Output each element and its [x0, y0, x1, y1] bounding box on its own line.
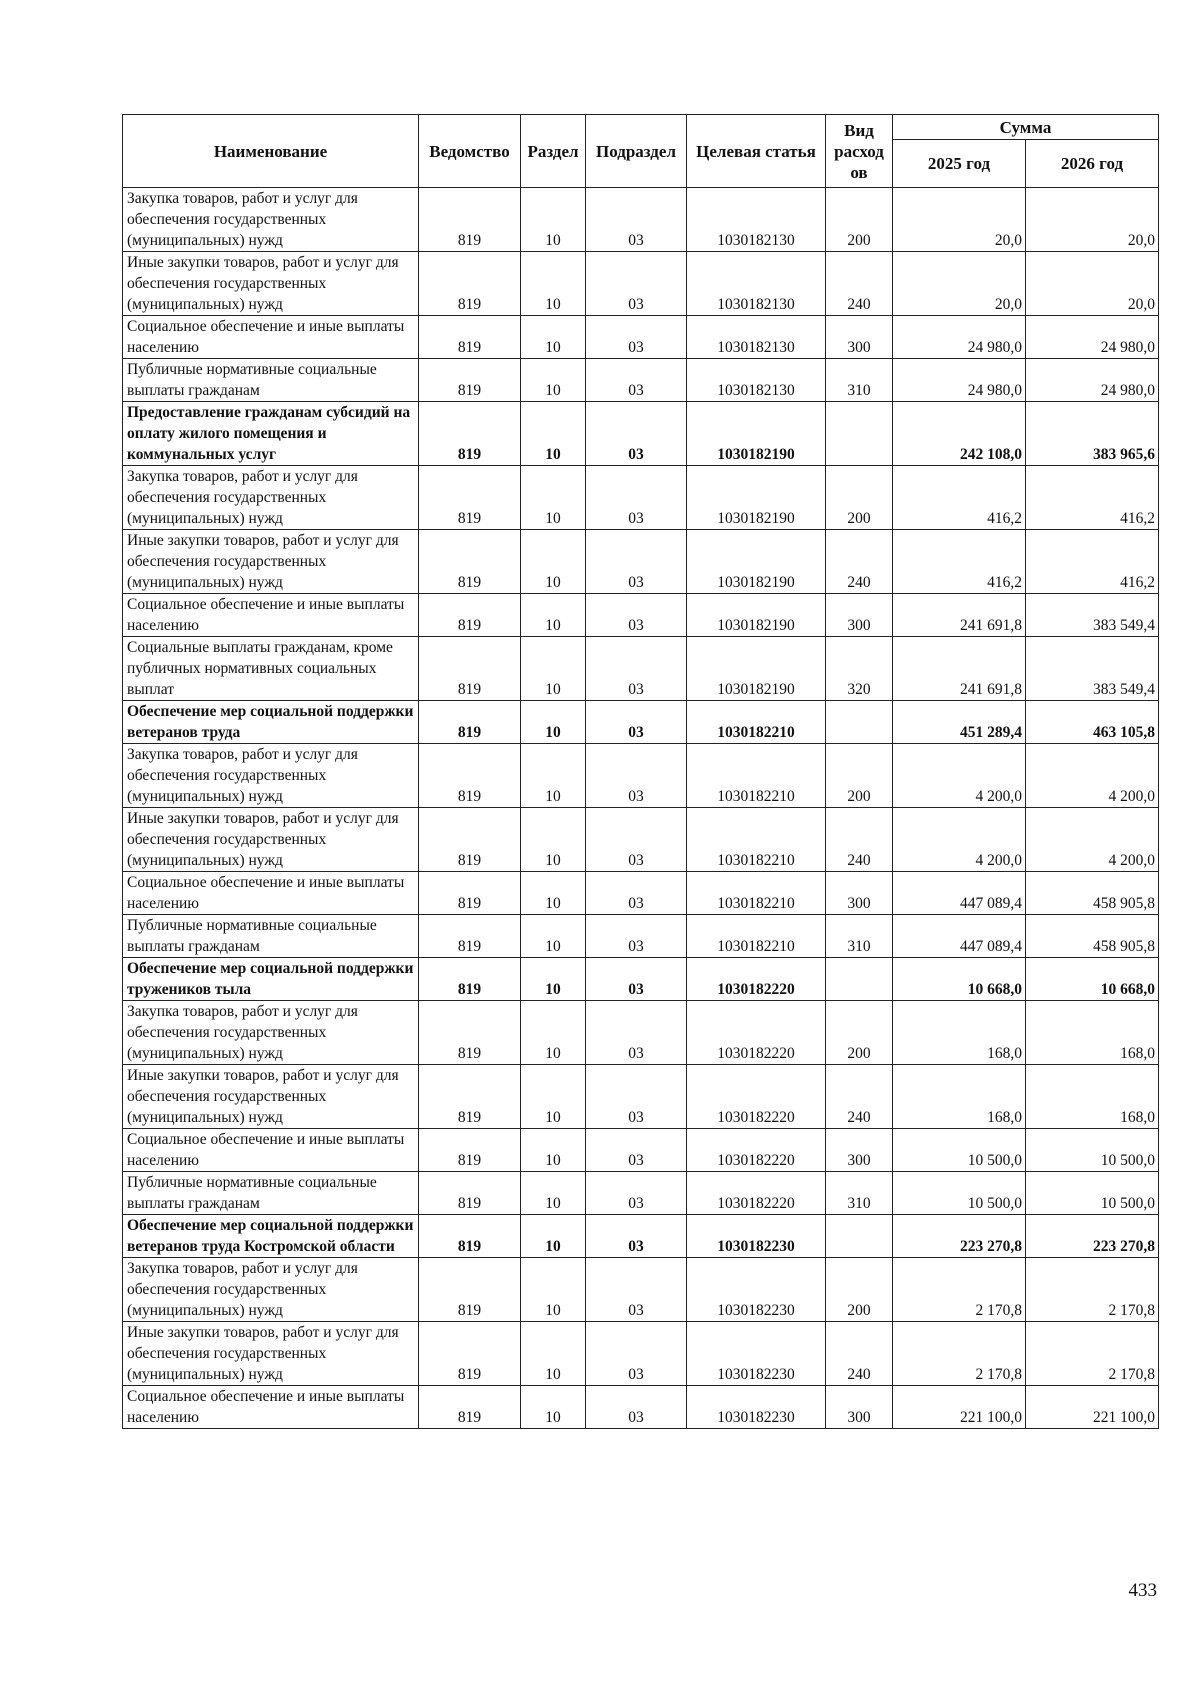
- row-dept: 819: [419, 744, 521, 808]
- row-expense-type: 240: [826, 808, 893, 872]
- row-name: Обеспечение мер социальной поддержки тружеников тыла: [123, 958, 419, 1001]
- row-name: Социальные выплаты гражданам, кроме публичных нормативных социальных выплат: [123, 637, 419, 701]
- row-section: 10: [521, 1172, 586, 1215]
- table-row: [123, 1386, 1159, 1429]
- table-body: [123, 188, 1159, 1429]
- row-target: 1030182210: [687, 915, 826, 958]
- row-name: Социальное обеспечение и иные выплаты населению: [123, 594, 419, 637]
- row-subsection: 03: [586, 402, 687, 466]
- row-sum-2025: 221 100,0: [893, 1386, 1026, 1429]
- row-name: Публичные нормативные социальные выплаты гражданам: [123, 915, 419, 958]
- budget-table: [122, 114, 1159, 1429]
- row-subsection: 03: [586, 316, 687, 359]
- row-name: Обеспечение мер социальной поддержки ветеранов труда Костромской области: [123, 1215, 419, 1258]
- header-year-2026: 2026 год: [1026, 140, 1159, 188]
- row-subsection: 03: [586, 1215, 687, 1258]
- table-row: [123, 1129, 1159, 1172]
- row-target: 1030182130: [687, 359, 826, 402]
- row-sum-2026: 223 270,8: [1026, 1215, 1159, 1258]
- row-sum-2025: 4 200,0: [893, 808, 1026, 872]
- row-section: 10: [521, 1258, 586, 1322]
- row-expense-type: 300: [826, 872, 893, 915]
- row-subsection: 03: [586, 915, 687, 958]
- row-dept: 819: [419, 1322, 521, 1386]
- row-expense-type: 240: [826, 1065, 893, 1129]
- row-expense-type: 200: [826, 188, 893, 252]
- row-sum-2026: 10 668,0: [1026, 958, 1159, 1001]
- row-target: 1030182130: [687, 188, 826, 252]
- row-sum-2026: 24 980,0: [1026, 316, 1159, 359]
- row-sum-2026: 168,0: [1026, 1001, 1159, 1065]
- row-target: 1030182220: [687, 1129, 826, 1172]
- table-row: [123, 808, 1159, 872]
- row-sum-2025: 2 170,8: [893, 1322, 1026, 1386]
- row-subsection: 03: [586, 252, 687, 316]
- row-section: 10: [521, 594, 586, 637]
- header-section: Раздел: [521, 115, 586, 188]
- table-row: [123, 466, 1159, 530]
- row-expense-type: 320: [826, 637, 893, 701]
- row-subsection: 03: [586, 1065, 687, 1129]
- row-subsection: 03: [586, 808, 687, 872]
- header-name: Наименование: [123, 115, 419, 188]
- row-section: 10: [521, 402, 586, 466]
- row-expense-type: [826, 701, 893, 744]
- row-name: Иные закупки товаров, работ и услуг для обеспечения государственных (муниципальных) нужд: [123, 808, 419, 872]
- row-expense-type: 310: [826, 1172, 893, 1215]
- row-section: 10: [521, 1215, 586, 1258]
- row-sum-2025: 10 500,0: [893, 1129, 1026, 1172]
- header-dept: Ведомство: [419, 115, 521, 188]
- row-expense-type: 200: [826, 1001, 893, 1065]
- table-row: [123, 1001, 1159, 1065]
- row-section: 10: [521, 466, 586, 530]
- row-expense-type: [826, 958, 893, 1001]
- row-sum-2025: 168,0: [893, 1001, 1026, 1065]
- row-subsection: 03: [586, 637, 687, 701]
- row-target: 1030182230: [687, 1258, 826, 1322]
- table-row: [123, 958, 1159, 1001]
- row-name: Закупка товаров, работ и услуг для обеспечения государственных (муниципальных) нужд: [123, 1001, 419, 1065]
- table-row: [123, 744, 1159, 808]
- row-sum-2025: 416,2: [893, 466, 1026, 530]
- row-sum-2025: 24 980,0: [893, 359, 1026, 402]
- table-row: [123, 1065, 1159, 1129]
- row-name: Закупка товаров, работ и услуг для обеспечения государственных (муниципальных) нужд: [123, 466, 419, 530]
- row-dept: 819: [419, 1215, 521, 1258]
- row-dept: 819: [419, 1172, 521, 1215]
- row-name: Социальное обеспечение и иные выплаты населению: [123, 1386, 419, 1429]
- row-name: Социальное обеспечение и иные выплаты населению: [123, 316, 419, 359]
- row-name: Закупка товаров, работ и услуг для обеспечения государственных (муниципальных) нужд: [123, 1258, 419, 1322]
- row-target: 1030182210: [687, 872, 826, 915]
- row-subsection: 03: [586, 466, 687, 530]
- row-sum-2025: 447 089,4: [893, 915, 1026, 958]
- row-sum-2026: 416,2: [1026, 466, 1159, 530]
- row-section: 10: [521, 915, 586, 958]
- row-sum-2026: 383 549,4: [1026, 637, 1159, 701]
- row-subsection: 03: [586, 872, 687, 915]
- row-section: 10: [521, 316, 586, 359]
- page-number: 433: [1128, 1580, 1157, 1601]
- row-target: 1030182210: [687, 808, 826, 872]
- row-sum-2026: 458 905,8: [1026, 915, 1159, 958]
- row-name: Социальное обеспечение и иные выплаты населению: [123, 872, 419, 915]
- table-row: [123, 530, 1159, 594]
- row-expense-type: 200: [826, 466, 893, 530]
- row-sum-2025: 10 668,0: [893, 958, 1026, 1001]
- row-target: 1030182220: [687, 958, 826, 1001]
- row-sum-2025: 223 270,8: [893, 1215, 1026, 1258]
- row-subsection: 03: [586, 1386, 687, 1429]
- table-row: [123, 594, 1159, 637]
- row-subsection: 03: [586, 744, 687, 808]
- table-row: [123, 359, 1159, 402]
- row-section: 10: [521, 872, 586, 915]
- row-name: Социальное обеспечение и иные выплаты населению: [123, 1129, 419, 1172]
- row-section: 10: [521, 744, 586, 808]
- row-sum-2026: 4 200,0: [1026, 744, 1159, 808]
- header-expense-type: Вид расход ов: [826, 115, 893, 188]
- row-dept: 819: [419, 1001, 521, 1065]
- header-target: Целевая статья: [687, 115, 826, 188]
- row-dept: 819: [419, 808, 521, 872]
- row-sum-2026: 10 500,0: [1026, 1129, 1159, 1172]
- row-dept: 819: [419, 402, 521, 466]
- row-section: 10: [521, 530, 586, 594]
- row-name: Закупка товаров, работ и услуг для обеспечения государственных (муниципальных) нужд: [123, 744, 419, 808]
- row-name: Иные закупки товаров, работ и услуг для обеспечения государственных (муниципальных) нужд: [123, 1322, 419, 1386]
- row-name: Обеспечение мер социальной поддержки ветеранов труда: [123, 701, 419, 744]
- row-target: 1030182190: [687, 594, 826, 637]
- row-expense-type: 300: [826, 1386, 893, 1429]
- row-dept: 819: [419, 530, 521, 594]
- row-name: Предоставление гражданам субсидий на оплату жилого помещения и коммунальных услуг: [123, 402, 419, 466]
- row-section: 10: [521, 637, 586, 701]
- row-subsection: 03: [586, 359, 687, 402]
- row-section: 10: [521, 1129, 586, 1172]
- row-sum-2026: 458 905,8: [1026, 872, 1159, 915]
- row-dept: 819: [419, 1065, 521, 1129]
- row-target: 1030182210: [687, 701, 826, 744]
- row-subsection: 03: [586, 594, 687, 637]
- row-sum-2025: 242 108,0: [893, 402, 1026, 466]
- row-target: 1030182190: [687, 530, 826, 594]
- row-expense-type: 200: [826, 744, 893, 808]
- row-sum-2025: 241 691,8: [893, 594, 1026, 637]
- row-sum-2026: 4 200,0: [1026, 808, 1159, 872]
- header-year-2025: 2025 год: [893, 140, 1026, 188]
- row-expense-type: [826, 402, 893, 466]
- row-name: Закупка товаров, работ и услуг для обеспечения государственных (муниципальных) нужд: [123, 188, 419, 252]
- row-name: Иные закупки товаров, работ и услуг для обеспечения государственных (муниципальных) нужд: [123, 1065, 419, 1129]
- row-section: 10: [521, 701, 586, 744]
- row-section: 10: [521, 1386, 586, 1429]
- row-sum-2026: 383 965,6: [1026, 402, 1159, 466]
- row-expense-type: 200: [826, 1258, 893, 1322]
- row-sum-2026: 221 100,0: [1026, 1386, 1159, 1429]
- row-sum-2026: 20,0: [1026, 188, 1159, 252]
- header-sum: Сумма: [893, 115, 1159, 140]
- row-sum-2026: 2 170,8: [1026, 1258, 1159, 1322]
- row-dept: 819: [419, 594, 521, 637]
- row-sum-2025: 20,0: [893, 188, 1026, 252]
- row-sum-2025: 447 089,4: [893, 872, 1026, 915]
- row-expense-type: 240: [826, 530, 893, 594]
- row-target: 1030182190: [687, 637, 826, 701]
- table-row: [123, 316, 1159, 359]
- row-section: 10: [521, 188, 586, 252]
- row-section: 10: [521, 359, 586, 402]
- row-section: 10: [521, 1001, 586, 1065]
- row-sum-2026: 463 105,8: [1026, 701, 1159, 744]
- row-expense-type: 310: [826, 915, 893, 958]
- row-sum-2026: 2 170,8: [1026, 1322, 1159, 1386]
- table-row: [123, 872, 1159, 915]
- row-sum-2025: 20,0: [893, 252, 1026, 316]
- row-subsection: 03: [586, 958, 687, 1001]
- row-expense-type: 300: [826, 1129, 893, 1172]
- row-target: 1030182210: [687, 744, 826, 808]
- row-name: Публичные нормативные социальные выплаты гражданам: [123, 1172, 419, 1215]
- table-row: [123, 252, 1159, 316]
- table-row: [123, 915, 1159, 958]
- row-target: 1030182190: [687, 402, 826, 466]
- row-dept: 819: [419, 1258, 521, 1322]
- row-target: 1030182130: [687, 252, 826, 316]
- row-dept: 819: [419, 316, 521, 359]
- row-sum-2026: 10 500,0: [1026, 1172, 1159, 1215]
- row-dept: 819: [419, 872, 521, 915]
- row-dept: 819: [419, 359, 521, 402]
- row-subsection: 03: [586, 701, 687, 744]
- row-sum-2025: 24 980,0: [893, 316, 1026, 359]
- row-sum-2026: 383 549,4: [1026, 594, 1159, 637]
- row-name: Иные закупки товаров, работ и услуг для обеспечения государственных (муниципальных) нужд: [123, 252, 419, 316]
- table-row: [123, 637, 1159, 701]
- row-subsection: 03: [586, 1172, 687, 1215]
- row-dept: 819: [419, 252, 521, 316]
- row-target: 1030182230: [687, 1322, 826, 1386]
- table-row: [123, 1258, 1159, 1322]
- row-expense-type: 300: [826, 594, 893, 637]
- row-dept: 819: [419, 1386, 521, 1429]
- row-sum-2026: 24 980,0: [1026, 359, 1159, 402]
- row-subsection: 03: [586, 1001, 687, 1065]
- row-subsection: 03: [586, 530, 687, 594]
- table-row: [123, 1215, 1159, 1258]
- row-expense-type: [826, 1215, 893, 1258]
- row-sum-2025: 4 200,0: [893, 744, 1026, 808]
- row-sum-2025: 241 691,8: [893, 637, 1026, 701]
- row-dept: 819: [419, 466, 521, 530]
- row-sum-2026: 416,2: [1026, 530, 1159, 594]
- row-sum-2025: 451 289,4: [893, 701, 1026, 744]
- row-dept: 819: [419, 958, 521, 1001]
- row-subsection: 03: [586, 1258, 687, 1322]
- row-expense-type: 300: [826, 316, 893, 359]
- row-name: Иные закупки товаров, работ и услуг для обеспечения государственных (муниципальных) нужд: [123, 530, 419, 594]
- row-dept: 819: [419, 1129, 521, 1172]
- table-row: [123, 402, 1159, 466]
- row-target: 1030182220: [687, 1065, 826, 1129]
- row-section: 10: [521, 808, 586, 872]
- table-row: [123, 1322, 1159, 1386]
- row-section: 10: [521, 1322, 586, 1386]
- row-sum-2025: 2 170,8: [893, 1258, 1026, 1322]
- budget-table-container: [122, 114, 1158, 1429]
- header-subsection: Подраздел: [586, 115, 687, 188]
- row-subsection: 03: [586, 1129, 687, 1172]
- row-section: 10: [521, 958, 586, 1001]
- row-section: 10: [521, 1065, 586, 1129]
- row-target: 1030182230: [687, 1215, 826, 1258]
- table-row: [123, 1172, 1159, 1215]
- table-row: [123, 188, 1159, 252]
- row-sum-2025: 416,2: [893, 530, 1026, 594]
- row-dept: 819: [419, 637, 521, 701]
- row-dept: 819: [419, 915, 521, 958]
- row-target: 1030182230: [687, 1386, 826, 1429]
- row-sum-2026: 168,0: [1026, 1065, 1159, 1129]
- row-subsection: 03: [586, 1322, 687, 1386]
- row-sum-2026: 20,0: [1026, 252, 1159, 316]
- row-name: Публичные нормативные социальные выплаты гражданам: [123, 359, 419, 402]
- row-target: 1030182220: [687, 1172, 826, 1215]
- row-expense-type: 240: [826, 1322, 893, 1386]
- row-expense-type: 240: [826, 252, 893, 316]
- row-sum-2025: 168,0: [893, 1065, 1026, 1129]
- row-sum-2025: 10 500,0: [893, 1172, 1026, 1215]
- row-subsection: 03: [586, 188, 687, 252]
- row-dept: 819: [419, 701, 521, 744]
- row-expense-type: 310: [826, 359, 893, 402]
- table-row: [123, 701, 1159, 744]
- row-target: 1030182220: [687, 1001, 826, 1065]
- row-target: 1030182190: [687, 466, 826, 530]
- row-dept: 819: [419, 188, 521, 252]
- row-target: 1030182130: [687, 316, 826, 359]
- row-section: 10: [521, 252, 586, 316]
